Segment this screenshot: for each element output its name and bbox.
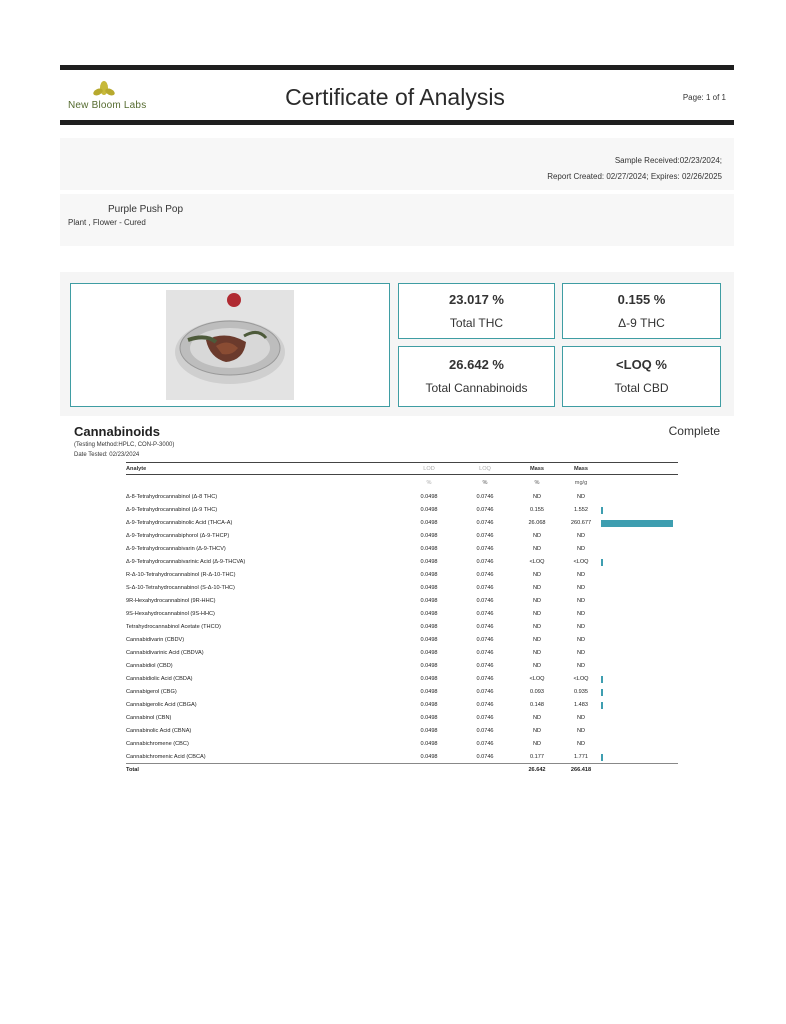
- cell-analyte: Cannabigerolic Acid (CBGA): [126, 702, 197, 708]
- cell-analyte: 9R-Hexahydrocannabinol (9R-HHC): [126, 598, 216, 604]
- concentration-bar: [601, 754, 603, 761]
- table-row: [126, 738, 678, 751]
- cell-analyte: Δ-9-Tetrahydrocannabiphorol (Δ-9-THCP): [126, 533, 230, 539]
- header-rule: [60, 120, 734, 125]
- cell-bar: [601, 582, 678, 595]
- cell-loq: 0.0746: [476, 533, 494, 539]
- cell-loq: 0.0746: [476, 689, 494, 695]
- cell-bar: [601, 491, 678, 504]
- table-row: [126, 621, 678, 634]
- cell-lod: 0.0498: [420, 637, 438, 643]
- cell-analyte: Cannabidiolic Acid (CBDA): [126, 676, 193, 682]
- report-meta-panel: [60, 138, 734, 190]
- cell-bar: [601, 556, 678, 569]
- cell-mass-mg: ND: [576, 715, 586, 721]
- cell-lod: 0.0498: [420, 753, 438, 760]
- table-row: [126, 517, 678, 530]
- concentration-bar: [601, 507, 603, 514]
- product-name: Purple Push Pop: [108, 204, 184, 215]
- cell-lod: 0.0498: [420, 663, 438, 669]
- cell-loq: 0.0746: [476, 728, 494, 734]
- cell-analyte: Δ-9-Tetrahydrocannabinol (Δ-9 THC): [126, 507, 218, 513]
- cell-mass-pct: ND: [532, 650, 542, 656]
- cell-analyte: Cannabichromenic Acid (CBCA): [126, 753, 206, 760]
- cell-bar: [601, 530, 678, 543]
- status-text: Complete: [668, 424, 720, 438]
- cell-lod: 0.0498: [420, 494, 438, 500]
- stat-label: Total THC: [449, 316, 504, 330]
- cell-analyte: Cannabinol (CBN): [126, 715, 172, 721]
- cell-mass-pct: ND: [532, 598, 542, 604]
- product-photo-frame: [70, 283, 390, 407]
- cell-mass-pct: ND: [532, 572, 542, 578]
- cell-analyte: Cannabidivarinic Acid (CBDVA): [126, 650, 204, 656]
- cell-lod: 0.0498: [420, 689, 438, 695]
- cell-bar: [601, 517, 678, 530]
- cell-analyte: Δ-9-Tetrahydrocannabivarinic Acid (Δ-9-THCVA): [126, 559, 246, 565]
- cell-mass-mg: ND: [576, 650, 586, 656]
- cell-analyte: 9S-Hexahydrocannabinol (9S-HHC): [126, 611, 215, 617]
- cannabinoids-table: [126, 462, 678, 777]
- stat-value: <LOQ %: [616, 357, 667, 372]
- cell-loq: 0.0746: [476, 702, 494, 708]
- sample-received: Sample Received:02/23/2024;: [614, 156, 722, 165]
- cell-mass-mg: ND: [576, 611, 586, 617]
- report-dates: Report Created: 02/27/2024; Expires: 02/26/2025: [547, 172, 722, 181]
- date-tested: Date Tested: 02/23/2024: [74, 452, 140, 458]
- stat-card-total-cannabinoids: [398, 346, 555, 407]
- cell-lod: 0.0498: [420, 624, 438, 630]
- cell-loq: 0.0746: [476, 663, 494, 669]
- table-row: [126, 673, 678, 686]
- cell-bar: [601, 595, 678, 608]
- unit-lod: %: [426, 479, 432, 486]
- total-mass-mg: 266.418: [561, 764, 601, 777]
- table-row: [126, 491, 678, 504]
- cell-lod: 0.0498: [420, 598, 438, 604]
- product-type: Plant , Flower - Cured: [68, 218, 146, 227]
- cell-bar: [601, 504, 678, 517]
- cell-analyte: Δ-9-Tetrahydrocannabinolic Acid (THCA-A): [126, 520, 233, 526]
- cell-loq: 0.0746: [476, 572, 494, 578]
- total-loq: [457, 764, 513, 777]
- cell-mass-pct: ND: [532, 585, 542, 591]
- page-number: Page: 1 of 1: [682, 93, 726, 102]
- cell-mass-mg: ND: [576, 533, 586, 539]
- cell-lod: 0.0498: [420, 533, 438, 539]
- units-row: [126, 475, 678, 491]
- cell-loq: 0.0746: [476, 598, 494, 604]
- cell-loq: 0.0746: [476, 715, 494, 721]
- cell-mass-mg: 1.483: [574, 702, 588, 708]
- lab-name: New Bloom Labs: [68, 100, 147, 111]
- cell-lod: 0.0498: [420, 559, 438, 565]
- total-lod: [401, 764, 457, 777]
- cell-bar: [601, 751, 678, 764]
- cell-mass-pct: 0.177: [530, 753, 544, 760]
- cell-bar: [601, 621, 678, 634]
- cell-loq: 0.0746: [476, 520, 494, 526]
- table-row: [126, 634, 678, 647]
- cell-loq: 0.0746: [476, 637, 494, 643]
- cell-mass-mg: ND: [576, 546, 586, 552]
- table-row: [126, 556, 678, 569]
- stat-card-total-cbd: [562, 346, 721, 407]
- table-row: [126, 543, 678, 556]
- col-mass-mg: Mass: [561, 463, 601, 475]
- table-row: [126, 530, 678, 543]
- cell-mass-pct: ND: [532, 624, 542, 630]
- cell-loq: 0.0746: [476, 650, 494, 656]
- cell-lod: 0.0498: [420, 507, 438, 513]
- cell-mass-mg: ND: [576, 637, 586, 643]
- table-row: [126, 582, 678, 595]
- stat-value: 26.642 %: [449, 357, 504, 372]
- cell-mass-mg: ND: [576, 598, 586, 604]
- cell-mass-mg: 1.771: [574, 753, 588, 760]
- top-rule: [60, 65, 734, 70]
- cell-bar: [601, 686, 678, 699]
- stat-label: Total Cannabinoids: [425, 381, 528, 395]
- cell-loq: 0.0746: [476, 611, 494, 617]
- cell-lod: 0.0498: [420, 611, 438, 617]
- cell-mass-pct: 0.093: [530, 689, 544, 695]
- cell-mass-mg: ND: [576, 494, 586, 500]
- table-row: [126, 660, 678, 673]
- units-bar-spacer: [601, 475, 678, 491]
- stat-label: Total CBD: [614, 381, 669, 395]
- table-row: [126, 699, 678, 712]
- table-row: [126, 751, 678, 764]
- cell-loq: 0.0746: [476, 741, 494, 747]
- stat-card-d9-thc: [562, 283, 721, 339]
- cell-mass-mg: <LOQ: [573, 676, 589, 682]
- cell-mass-pct: ND: [532, 494, 542, 500]
- cell-mass-pct: 0.155: [530, 507, 544, 513]
- unit-mass-mg: mg/g: [574, 479, 588, 486]
- cell-mass-pct: 26.068: [528, 520, 546, 526]
- cell-lod: 0.0498: [420, 702, 438, 708]
- cell-bar: [601, 608, 678, 621]
- stat-value: 0.155 %: [617, 292, 666, 307]
- product-photo: [166, 290, 294, 400]
- cell-mass-mg: ND: [576, 624, 586, 630]
- col-bar: [601, 463, 678, 475]
- cell-mass-pct: ND: [532, 611, 542, 617]
- cell-analyte: R-Δ-10-Tetrahydrocannabinol (R-Δ-10-THC): [126, 572, 236, 578]
- cell-lod: 0.0498: [420, 546, 438, 552]
- table-row: [126, 608, 678, 621]
- concentration-bar: [601, 702, 603, 709]
- cell-mass-mg: ND: [576, 572, 586, 578]
- cell-mass-mg: <LOQ: [573, 559, 589, 565]
- concentration-bar: [601, 689, 603, 696]
- unit-loq: %: [482, 479, 488, 486]
- cell-loq: 0.0746: [476, 753, 494, 760]
- cell-analyte: Cannabidivarin (CBDV): [126, 637, 185, 643]
- cell-bar: [601, 647, 678, 660]
- cell-mass-mg: ND: [576, 741, 586, 747]
- cell-bar: [601, 673, 678, 686]
- cell-mass-mg: ND: [576, 663, 586, 669]
- col-loq: LOQ: [457, 463, 513, 475]
- cell-bar: [601, 712, 678, 725]
- cell-bar: [601, 660, 678, 673]
- cell-analyte: Cannabigerol (CBG): [126, 689, 177, 695]
- stat-label: Δ-9 THC: [618, 316, 665, 330]
- document-title: Certificate of Analysis: [285, 84, 505, 110]
- cell-loq: 0.0746: [476, 676, 494, 682]
- total-bar: [601, 764, 678, 777]
- table-row: [126, 712, 678, 725]
- cell-analyte: Tetrahydrocannabinol Acetate (THCO): [126, 624, 221, 630]
- cell-lod: 0.0498: [420, 715, 438, 721]
- cell-lod: 0.0498: [420, 585, 438, 591]
- cell-mass-mg: 260.677: [570, 520, 592, 526]
- cell-mass-pct: ND: [532, 533, 542, 539]
- cell-lod: 0.0498: [420, 650, 438, 656]
- cell-loq: 0.0746: [476, 546, 494, 552]
- cell-mass-mg: ND: [576, 585, 586, 591]
- total-label: Total: [126, 764, 401, 777]
- cell-mass-pct: ND: [532, 741, 542, 747]
- col-lod: LOD: [401, 463, 457, 475]
- cell-mass-pct: ND: [532, 663, 542, 669]
- cell-bar: [601, 634, 678, 647]
- cell-mass-mg: 1.552: [574, 507, 588, 513]
- total-row: [126, 764, 678, 777]
- table-row: [126, 504, 678, 517]
- cell-mass-pct: ND: [532, 637, 542, 643]
- section-title: Cannabinoids: [74, 424, 160, 439]
- cell-analyte: Cannabidiol (CBD): [126, 663, 173, 669]
- cell-analyte: Cannabichromene (CBC): [126, 741, 189, 747]
- cell-lod: 0.0498: [420, 728, 438, 734]
- cell-bar: [601, 738, 678, 751]
- cell-analyte: S-Δ-10-Tetrahydrocannabinol (S-Δ-10-THC): [126, 585, 235, 591]
- testing-method: (Testing Method:HPLC, CON-P-3000): [74, 442, 175, 448]
- stat-card-total-thc: [398, 283, 555, 339]
- cell-mass-mg: ND: [576, 728, 586, 734]
- cell-analyte: Cannabinolic Acid (CBNA): [126, 728, 192, 734]
- cell-lod: 0.0498: [420, 572, 438, 578]
- cell-lod: 0.0498: [420, 520, 438, 526]
- cell-loq: 0.0746: [476, 507, 494, 513]
- cell-loq: 0.0746: [476, 559, 494, 565]
- unit-mass-pct: %: [534, 479, 540, 486]
- cell-loq: 0.0746: [476, 585, 494, 591]
- cell-mass-pct: 0.148: [530, 702, 544, 708]
- concentration-bar: [601, 559, 603, 566]
- concentration-bar: [601, 520, 673, 527]
- product-panel: [60, 194, 734, 246]
- cell-loq: 0.0746: [476, 494, 494, 500]
- cell-mass-pct: ND: [532, 728, 542, 734]
- cell-analyte: Δ-9-Tetrahydrocannabivarin (Δ-9-THCV): [126, 546, 226, 552]
- units-spacer: [126, 475, 401, 491]
- cell-bar: [601, 699, 678, 712]
- cell-analyte: Δ-8-Tetrahydrocannabinol (Δ-8 THC): [126, 494, 218, 500]
- stat-value: 23.017 %: [449, 292, 504, 307]
- cell-mass-pct: <LOQ: [529, 559, 545, 565]
- col-mass-pct: Mass: [513, 463, 561, 475]
- cell-mass-pct: ND: [532, 546, 542, 552]
- cell-bar: [601, 543, 678, 556]
- cell-bar: [601, 725, 678, 738]
- table-row: [126, 569, 678, 582]
- concentration-bar: [601, 676, 603, 683]
- cell-mass-mg: 0.935: [574, 689, 588, 695]
- col-analyte: Analyte: [126, 463, 401, 475]
- cell-lod: 0.0498: [420, 741, 438, 747]
- table-row: [126, 647, 678, 660]
- table-row: [126, 595, 678, 608]
- cell-mass-pct: <LOQ: [529, 676, 545, 682]
- table-row: [126, 725, 678, 738]
- cell-bar: [601, 569, 678, 582]
- leaf-logo-icon: [93, 80, 115, 98]
- cell-mass-pct: ND: [532, 715, 542, 721]
- total-mass-pct: 26.642: [513, 764, 561, 777]
- cell-lod: 0.0498: [420, 676, 438, 682]
- table-header-row: [126, 463, 678, 475]
- table-row: [126, 686, 678, 699]
- cell-loq: 0.0746: [476, 624, 494, 630]
